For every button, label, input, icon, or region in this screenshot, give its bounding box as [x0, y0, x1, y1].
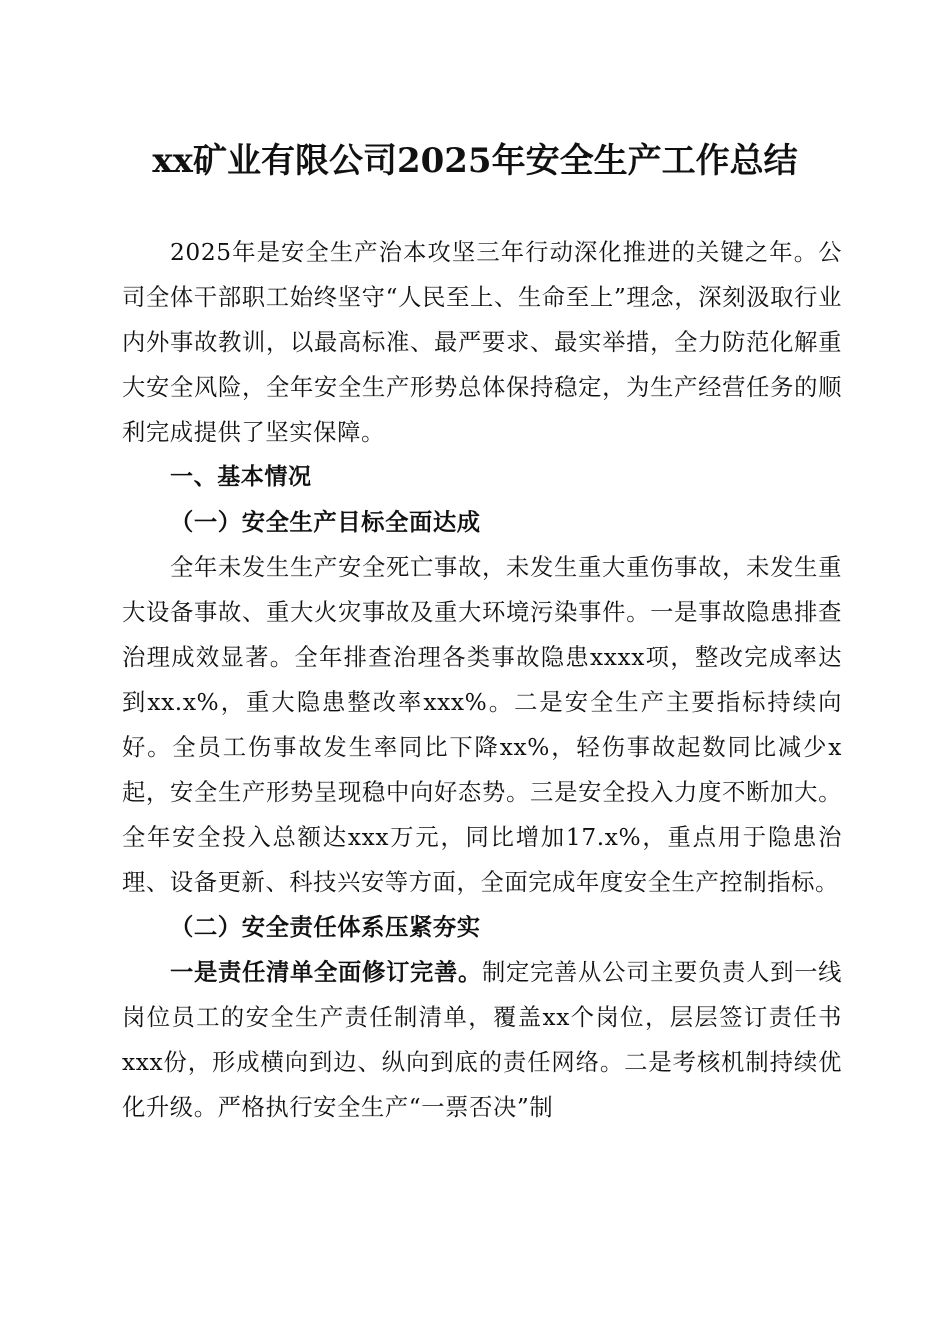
safety-goals-paragraph: 全年未发生生产安全死亡事故，未发生重大重伤事故，未发生重大设备事故、重大火灾事故及重大环境污染事件。一是事故隐患排查治理成效显著。全年排查治理各类事故隐患xxxx项，整改完成率达到xx.x%，重大隐患整改率xxx%。二是安全生产主要指标持续向好。全员工伤事故发生率同比下降xx%，轻伤事故起数同比减少x起，安全生产形势呈现稳中向好态势。三是安全投入力度不断加大。全年安全投入总额达xxx万元，同比增加17.x%，重点用于隐患治理、设备更新、科技兴安等方面，全面完成年度安全生产控制指标。: [122, 554, 842, 896]
responsibility-body-text: 制定完善从公司主要负责人到一线岗位员工的安全生产责任制清单，覆盖xx个岗位，层层签订责任书xxx份，形成横向到边、纵向到底的责任网络。二是考核机制持续优化升级。严格执行安全生产“一票否决”制: [122, 959, 842, 1121]
document-title: xx矿业有限公司2025年安全生产工作总结: [152, 141, 798, 181]
subsection-heading-safety-goals: （一）安全生产目标全面达成: [170, 509, 481, 536]
section-heading-basic-situation: 一、基本情况: [170, 464, 312, 490]
responsibility-lead-sentence: 一是责任清单全面修订完善。: [170, 959, 483, 986]
document-body: [122, 230, 842, 1130]
intro-paragraph: 2025年是安全生产治本攻坚三年行动深化推进的关键之年。公司全体干部职工始终坚守“人民至上、生命至上”理念，深刻汲取行业内外事故教训，以最高标准、最严要求、最实举措，全力防范化解重大安全风险，全年安全生产形势总体保持稳定，为生产经营任务的顺利完成提供了坚实保障。: [122, 239, 842, 446]
responsibility-paragraph: [122, 950, 842, 1130]
subsection-heading-responsibility-system: （二）安全责任体系压紧夯实: [170, 914, 481, 941]
